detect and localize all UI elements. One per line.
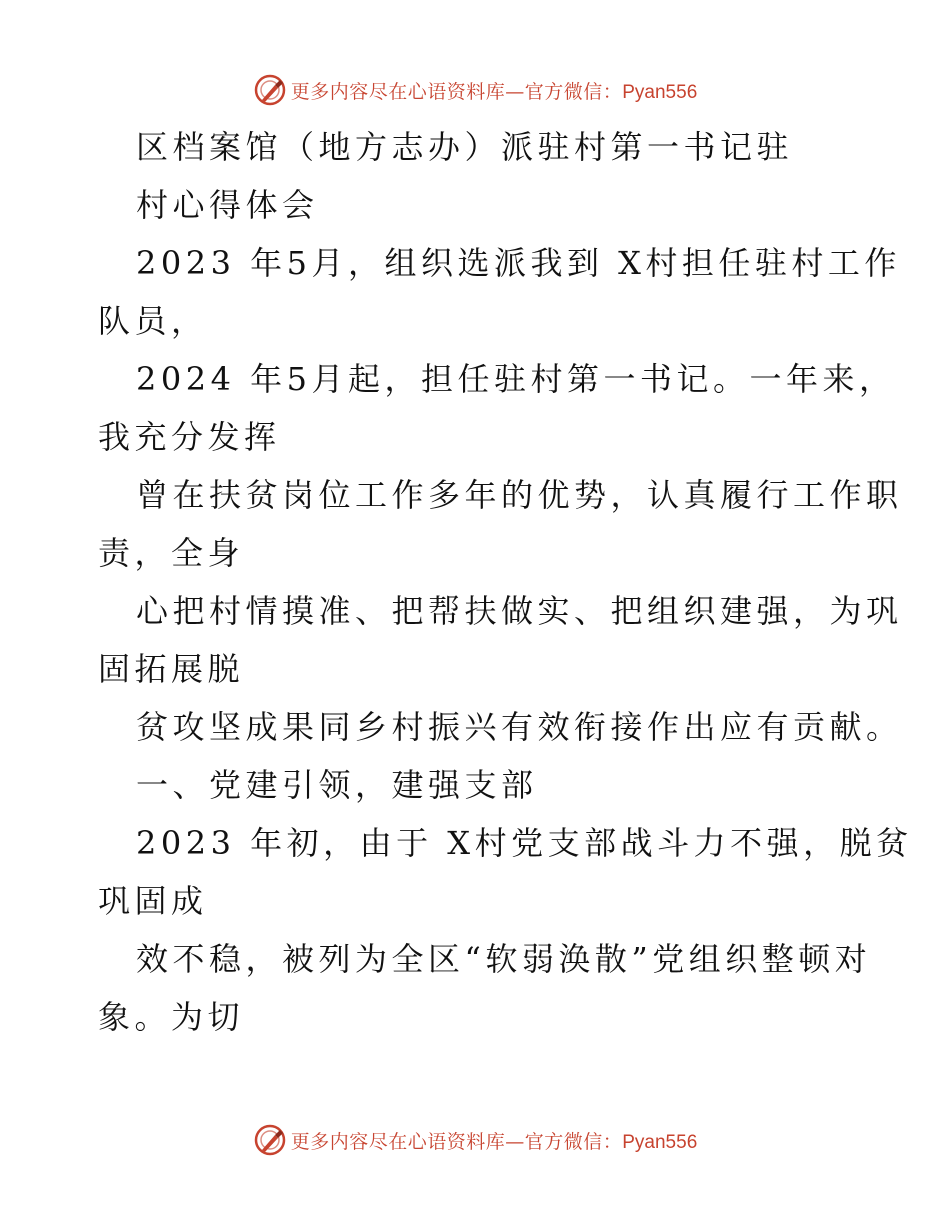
text-line: 心把村情摸准、把帮扶做实、把组织建强，为巩 — [136, 592, 903, 630]
text-line: 巩固成 — [98, 882, 208, 920]
text-line: 贫攻坚成果同乡村振兴有效衔接作出应有贡献。 — [136, 708, 903, 746]
footer-banner — [0, 1120, 950, 1160]
text-line: 队员， — [98, 302, 208, 340]
text-line: 区档案馆（地方志办）派驻村第一书记驻 — [136, 128, 794, 166]
document-body — [98, 118, 913, 1046]
text-line: 我充分发挥 — [98, 418, 281, 456]
text-line: 效不稳，被列为全区“软弱涣散”党组织整顿对 — [136, 940, 872, 978]
pen-logo-icon — [253, 73, 287, 107]
text-line: 一、党建引领，建强支部 — [136, 766, 538, 804]
header-banner — [0, 70, 950, 110]
text-line: 曾在扶贫岗位工作多年的优势，认真履行工作职 — [136, 476, 903, 514]
text-line: 2023 年初，由于 X村党支部战斗力不强，脱贫 — [136, 824, 913, 862]
text-line: 责，全身 — [98, 534, 245, 572]
text-line: 象。为切 — [98, 998, 245, 1036]
pen-logo-icon — [253, 1123, 287, 1157]
text-line: 村心得体会 — [136, 186, 319, 224]
text-line: 固拓展脱 — [98, 650, 245, 688]
text-line: 2024 年5月起，担任驻村第一书记。一年来， — [136, 360, 896, 398]
header-banner-text: 更多内容尽在心语资料库—官方微信：Pyan556 — [290, 80, 698, 103]
text-line: 2023 年5月，组织选派我到 X村担任驻村工作 — [136, 244, 901, 282]
footer-banner-text: 更多内容尽在心语资料库—官方微信：Pyan556 — [290, 1130, 698, 1153]
